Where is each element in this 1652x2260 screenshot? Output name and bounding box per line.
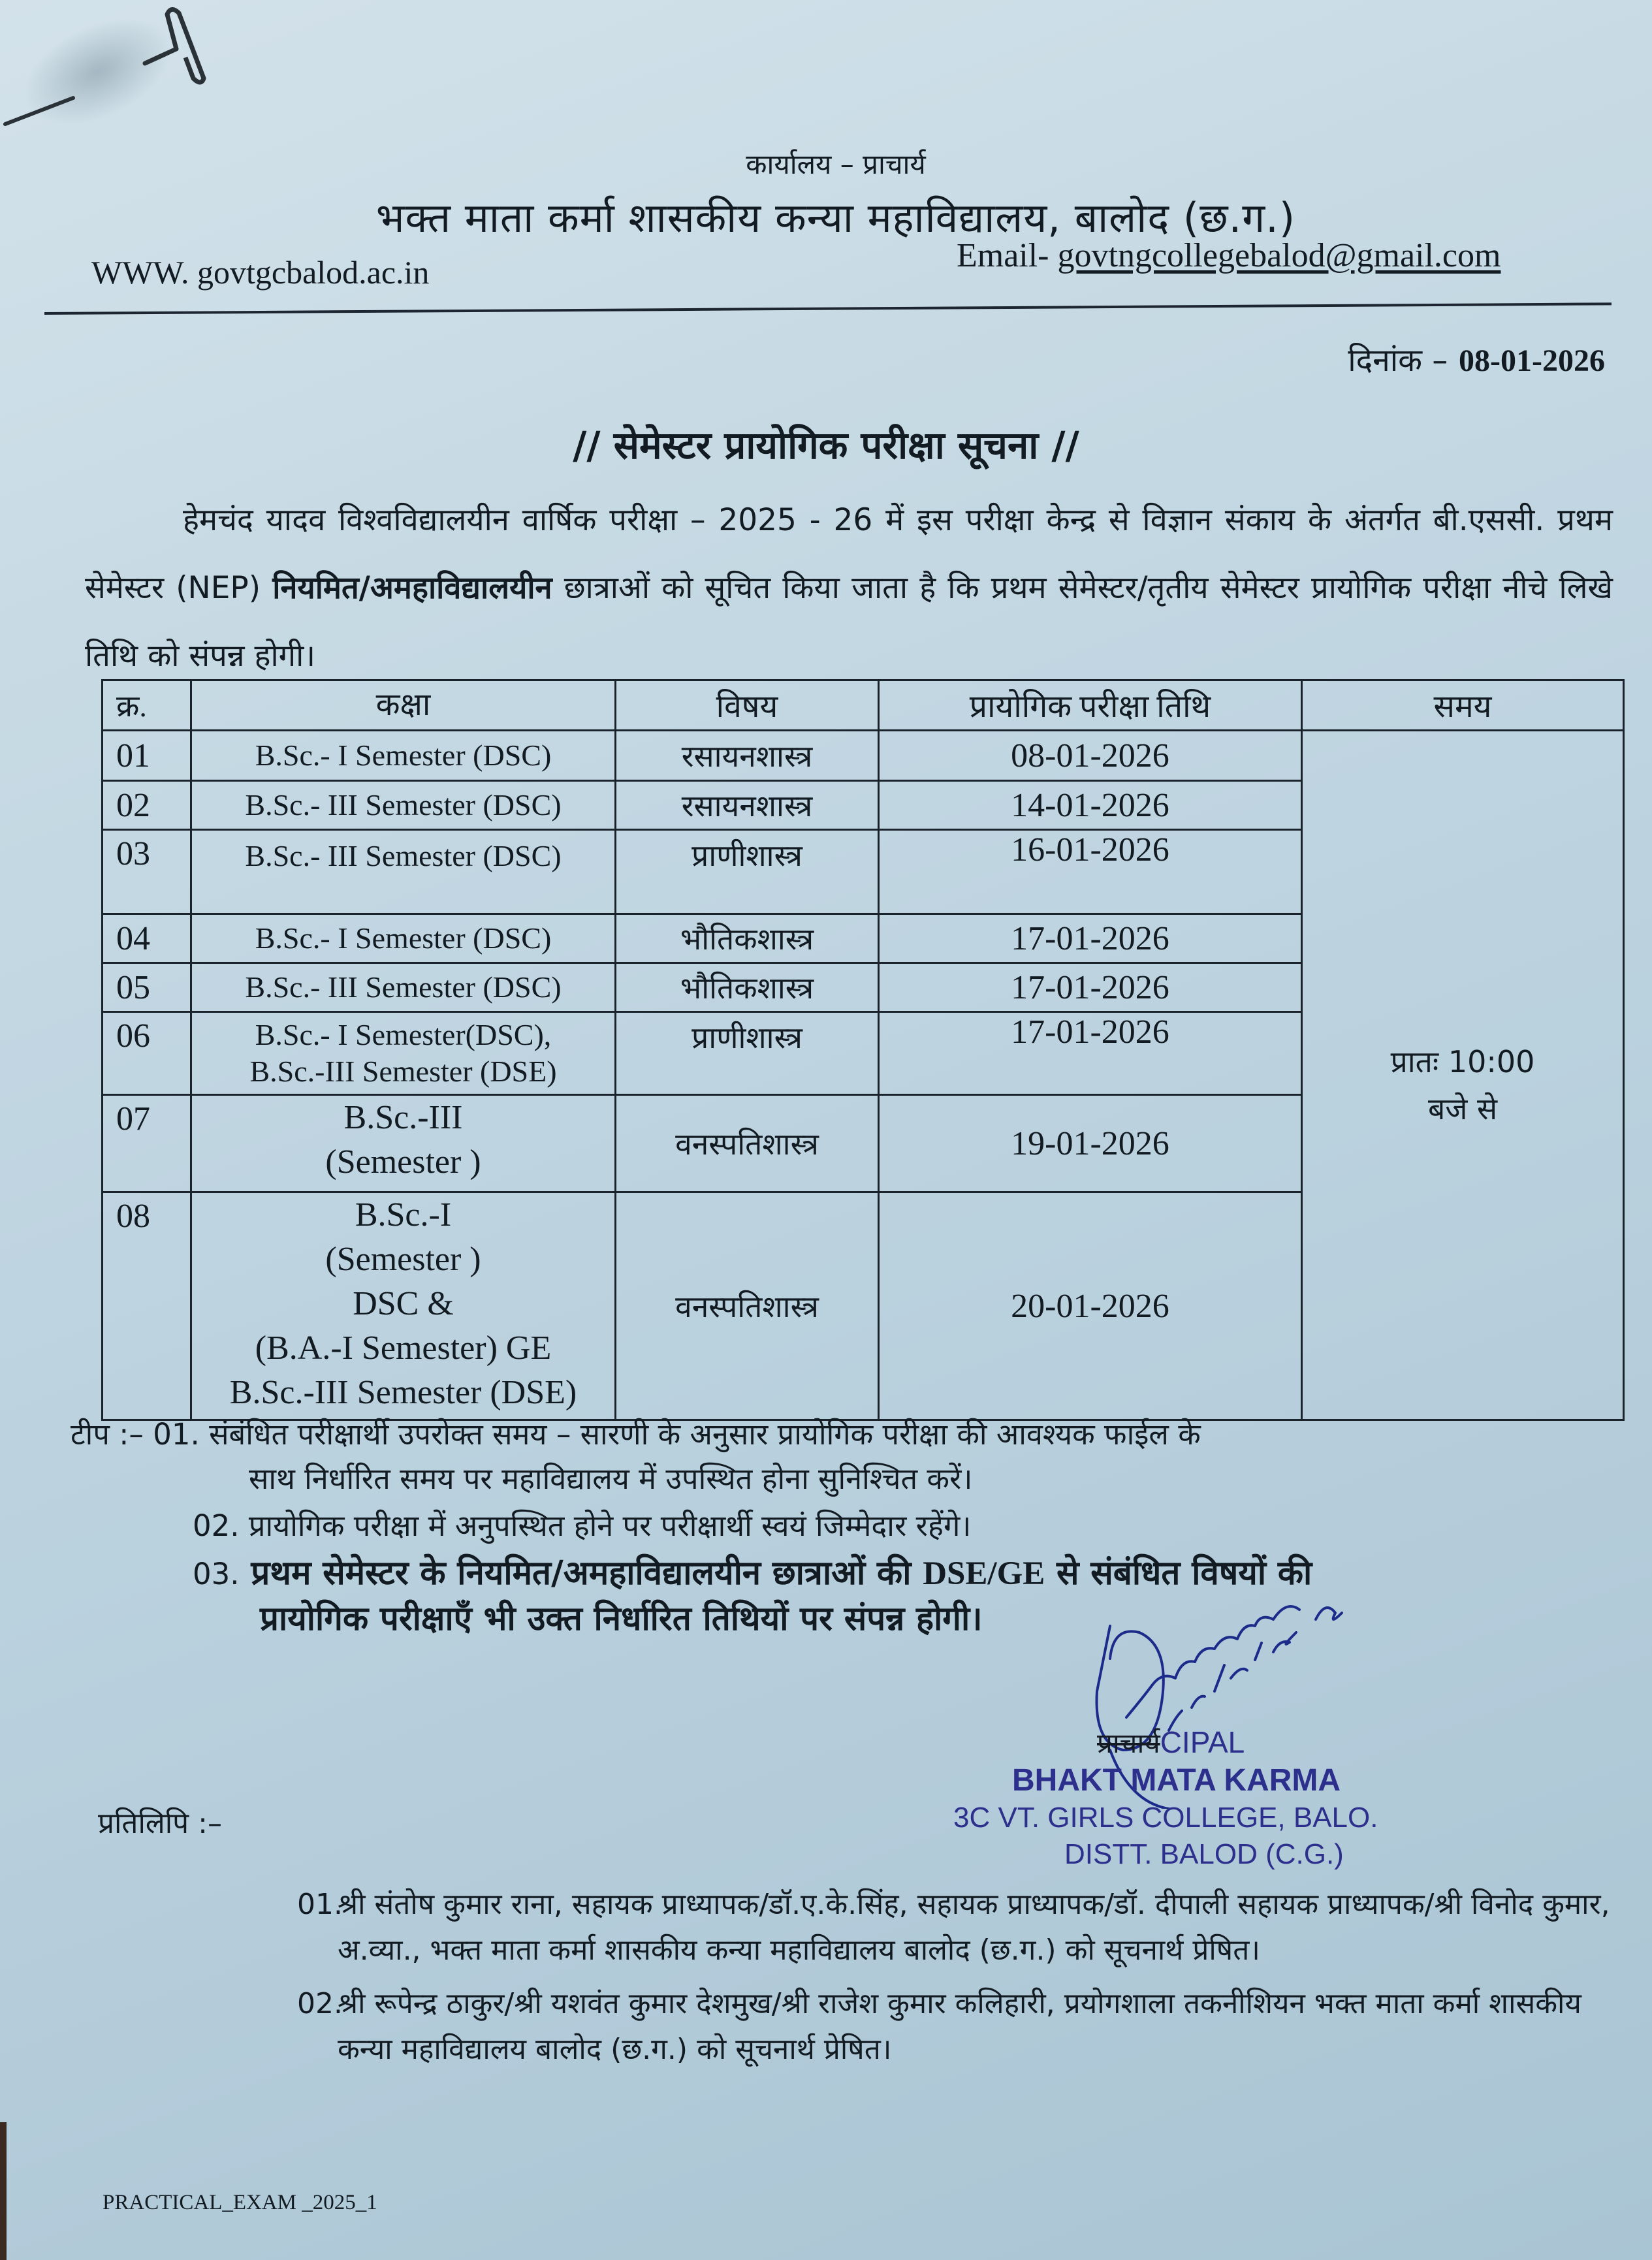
document-reference: PRACTICAL_EXAM _2025_1	[103, 2191, 377, 2214]
intro-text-2: छात्राओं को सूचित किया जाता है कि प्रथम सेमेस्टर/तृतीय सेमेस्टर प्रायोगिक परीक्षा नीचे लिखे तिथि को संपन्न होगी।	[85, 570, 1613, 674]
row-subject: रसायनशास्त्र	[616, 731, 879, 781]
table-header-row	[103, 680, 1624, 731]
row-class-line: DSC &	[353, 1285, 454, 1322]
time-cell	[1302, 731, 1624, 1420]
header-serial: क्र.	[103, 680, 191, 731]
exam-schedule-table	[101, 679, 1625, 1421]
row-subject: भौतिकशास्त्र	[616, 963, 879, 1012]
time-line-2: बजे से	[1427, 1090, 1498, 1126]
copy-item	[297, 1981, 1616, 2073]
stamp-hindi-designation: प्राचार्य	[1097, 1727, 1160, 1759]
row-serial: 05	[103, 963, 191, 1012]
email-label: Email-	[957, 237, 1049, 274]
row-class-line: B.Sc.-III Semester (DSE)	[249, 1055, 557, 1088]
row-class-line: (Semester )	[325, 1143, 481, 1181]
note-item-1	[71, 1414, 1201, 1454]
row-date: 19-01-2026	[879, 1095, 1302, 1192]
row-class-line: B.Sc.-I	[355, 1196, 452, 1233]
copy-to-label: प्रतिलिपि :–	[98, 1807, 222, 1840]
college-name: भक्त माता कर्मा शासकीय कन्या महाविद्यालय, बालोद (छ.ग.)	[375, 194, 1296, 242]
row-class	[191, 1095, 616, 1192]
row-class: B.Sc.- III Semester (DSC)	[191, 963, 616, 1012]
row-date: 14-01-2026	[879, 781, 1302, 830]
copy-to-list	[297, 1882, 1616, 2080]
copy-item	[297, 1882, 1616, 1973]
note-number: 03.	[193, 1557, 240, 1591]
time-line-1: प्रातः 10:00	[1390, 1043, 1535, 1079]
notice-date	[1348, 338, 1605, 381]
row-date: 16-01-2026	[879, 830, 1302, 914]
date-label: दिनांक –	[1348, 342, 1448, 379]
row-class-line: B.Sc.-III Semester (DSE)	[229, 1374, 577, 1411]
note-item-1-cont: साथ निर्धारित समय पर महाविद्यालय में उपस्थित होना सुनिश्चित करें।	[249, 1461, 973, 1496]
note-text: से संबंधित विषयों की	[1045, 1554, 1312, 1593]
header-divider	[44, 302, 1612, 315]
stamp-line-2: BHAKT MATA KARMA	[1012, 1763, 1341, 1798]
principal-stamp	[934, 1724, 1430, 1873]
row-class: B.Sc.- III Semester (DSC)	[191, 830, 616, 914]
row-subject: प्राणीशास्त्र	[616, 1012, 879, 1095]
copy-item-number: 01.	[297, 1888, 343, 1921]
push-pin-icon	[0, 0, 222, 137]
copy-item-number: 02.	[297, 1987, 343, 2020]
stamp-line-3: 3C VT. GIRLS COLLEGE, BALO.	[953, 1802, 1378, 1834]
note-text: प्रायोगिक परीक्षा में अनुपस्थित होने पर परीक्षार्थी स्वयं जिम्मेदार रहेंगे।	[248, 1508, 972, 1543]
row-serial: 04	[103, 914, 191, 963]
row-serial: 01	[103, 731, 191, 781]
row-class-line: (Semester )	[325, 1241, 481, 1278]
row-subject: वनस्पतिशास्त्र	[616, 1192, 879, 1420]
date-value: 08-01-2026	[1459, 343, 1605, 378]
email-link[interactable]: govtngcollegebalod@gmail.com	[1057, 237, 1501, 274]
office-heading: कार्यालय – प्राचार्य	[746, 148, 926, 180]
row-date: 20-01-2026	[879, 1192, 1302, 1420]
row-class	[191, 1012, 616, 1095]
row-class: B.Sc.- I Semester (DSC)	[191, 731, 616, 781]
notice-title: // सेमेस्टर प्रायोगिक परीक्षा सूचना //	[573, 423, 1079, 468]
note-item-2	[193, 1505, 971, 1545]
table-row	[103, 731, 1624, 781]
row-class	[191, 1192, 616, 1420]
row-class: B.Sc.- III Semester (DSC)	[191, 781, 616, 830]
row-subject: रसायनशास्त्र	[616, 781, 879, 830]
row-serial: 06	[103, 1012, 191, 1095]
intro-text-1: हेमचंद यादव विश्वविद्यालयीन वार्षिक परीक्षा – 2025 - 26 में इस परीक्षा केन्द्र से विज्ञान संकाय के अंतर्गत बी.एससी. प्रथम सेमेस्टर (NEP)	[85, 502, 1613, 606]
notes-label: टीप :–	[71, 1417, 144, 1452]
note-text: प्रथम सेमेस्टर के नियमित/अमहाविद्यालयीन छात्राओं की	[251, 1554, 923, 1593]
stamp-line-1: CIPAL	[1160, 1725, 1245, 1759]
email-line	[957, 236, 1501, 275]
note-text-en: DSE/GE	[923, 1555, 1045, 1592]
website-link[interactable]: WWW. govtgcbalod.ac.in	[91, 254, 430, 291]
row-serial: 08	[103, 1192, 191, 1420]
row-class-line: B.Sc.- I Semester(DSC),	[255, 1018, 552, 1051]
row-subject: भौतिकशास्त्र	[616, 914, 879, 963]
note-number: 01.	[153, 1417, 200, 1452]
row-date: 17-01-2026	[879, 963, 1302, 1012]
page-edge-shadow	[0, 2122, 7, 2260]
header-date: प्रायोगिक परीक्षा तिथि	[879, 680, 1302, 731]
row-date: 08-01-2026	[879, 731, 1302, 781]
copy-item-text: श्री रूपेन्द्र ठाकुर/श्री यशवंत कुमार देशमुख/श्री राजेश कुमार कलिहारी, प्रयोगशाला तकनीशियन भक्त माता कर्मा शासकीय कन्या महाविद्यालय बालोद (छ.ग.) को सूचनार्थ प्रेषित।	[338, 1987, 1581, 2066]
note-number: 02.	[193, 1508, 240, 1543]
note-text: संबंधित परीक्षार्थी उपरोक्त समय – सारणी के अनुसार प्रायोगिक परीक्षा की आवश्यक फाईल के	[209, 1417, 1201, 1452]
header-class: कक्षा	[191, 680, 616, 731]
row-date: 17-01-2026	[879, 914, 1302, 963]
stamp-line-designation	[1097, 1724, 1430, 1762]
row-date: 17-01-2026	[879, 1012, 1302, 1095]
header-subject: विषय	[616, 680, 879, 731]
row-serial: 03	[103, 830, 191, 914]
row-class-line: (B.A.-I Semester) GE	[255, 1329, 552, 1367]
intro-paragraph	[85, 486, 1613, 690]
header-time: समय	[1302, 680, 1624, 731]
row-class-line: B.Sc.-III	[343, 1099, 463, 1136]
row-class: B.Sc.- I Semester (DSC)	[191, 914, 616, 963]
stamp-line-4: DISTT. BALOD (C.G.)	[1064, 1838, 1344, 1870]
row-subject: वनस्पतिशास्त्र	[616, 1095, 879, 1192]
row-subject: प्राणीशास्त्र	[616, 830, 879, 914]
copy-item-text: श्री संतोष कुमार राना, सहायक प्राध्यापक/डॉ.ए.के.सिंह, सहायक प्राध्यापक/डॉ. दीपाली सहायक प्राध्यापक/श्री विनोद कुमार, अ.व्या., भक्त माता कर्मा शासकीय कन्या महाविद्यालय बालोद (छ.ग.) को सूचनार्थ प्रेषित।	[338, 1888, 1610, 1967]
intro-bold-text: नियमित/अमहाविद्यालयीन	[272, 570, 552, 606]
note-item-3-cont: प्रायोगिक परीक्षाएँ भी उक्त निर्धारित तिथियों पर संपन्न होगी।	[260, 1600, 983, 1638]
row-serial: 02	[103, 781, 191, 830]
row-serial: 07	[103, 1095, 191, 1192]
